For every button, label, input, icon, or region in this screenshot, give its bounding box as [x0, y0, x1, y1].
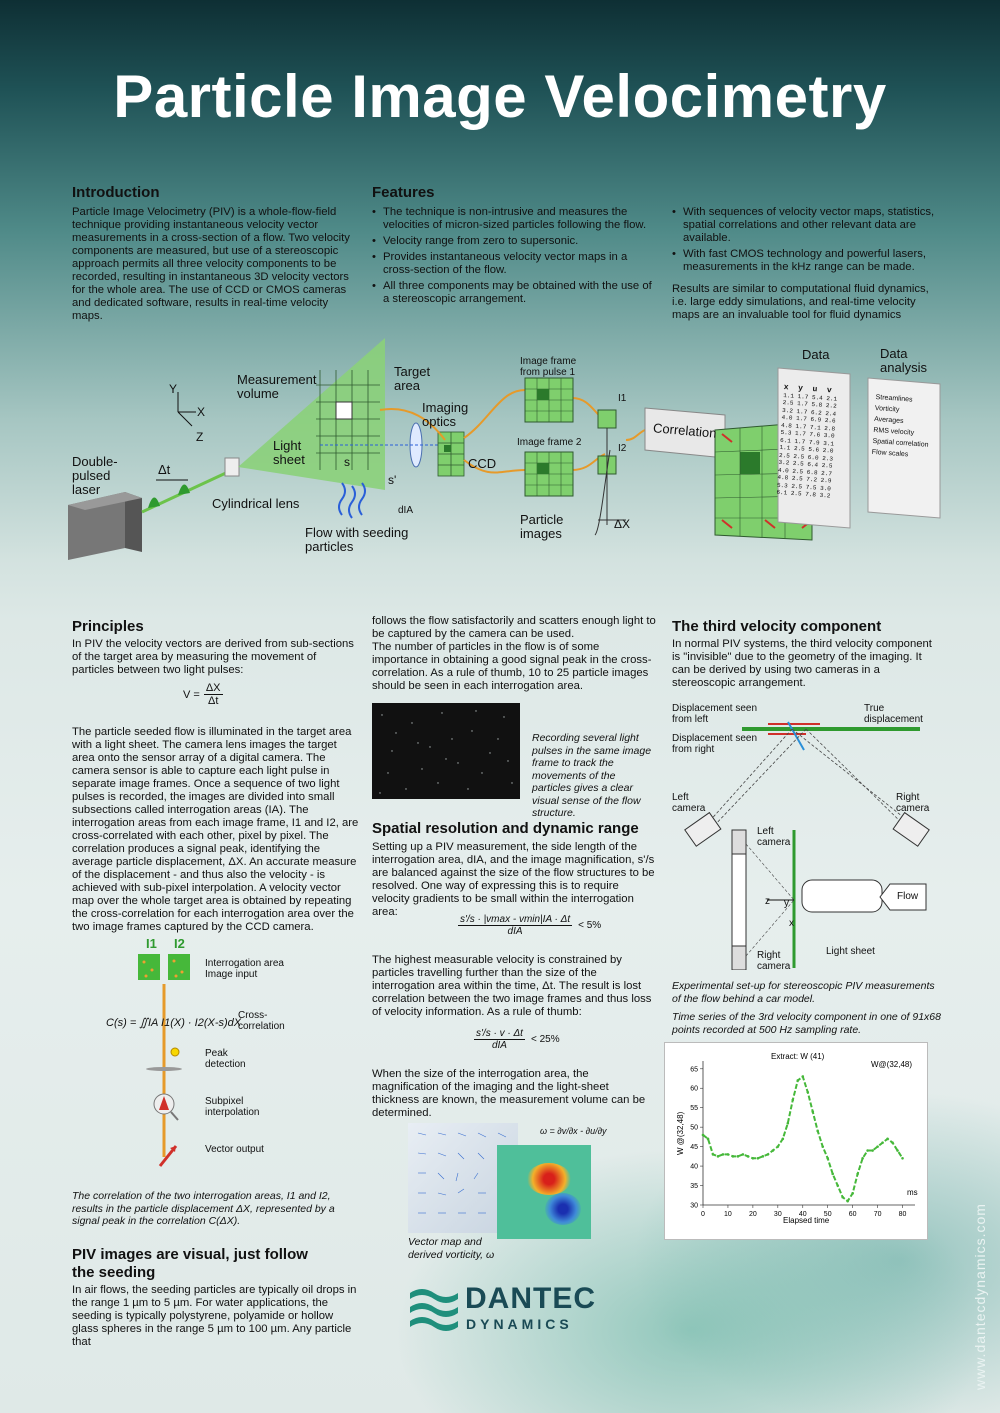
i1-label: I1 — [618, 393, 627, 404]
poster-title: Particle Image Velocimetry — [113, 63, 887, 130]
chart-ylabel: W @(32,48) — [676, 1111, 685, 1155]
image-frame-1 — [525, 378, 573, 422]
feature-item: • Velocity range from zero to supersonic. — [372, 235, 657, 248]
chart-point — [782, 1138, 785, 1141]
formula-den: Δt — [207, 695, 219, 707]
third-heading: The third velocity component — [672, 618, 882, 635]
chart-point — [901, 1157, 904, 1160]
chart-y-tick-label: 40 — [690, 1163, 698, 1171]
vorticity-formula: ω = ∂v/∂x - ∂u/∂y — [540, 1126, 607, 1136]
data-table-row: 6.1 2.5 7.8 3.2 — [776, 488, 831, 500]
chart-series-line — [703, 1077, 903, 1202]
i2-label: I2 — [618, 443, 627, 454]
chart-point — [806, 1091, 809, 1094]
chart-point — [752, 1157, 755, 1160]
frame1-label: Image frame from pulse 1 — [520, 356, 577, 378]
ccd-label: CCD — [468, 456, 497, 471]
chart-point — [742, 1153, 745, 1156]
formula2-rel: < 25% — [530, 1034, 560, 1045]
chart-point — [732, 1155, 735, 1158]
ia-cell-1 — [598, 410, 616, 428]
analysis-item: Streamlines — [875, 393, 913, 404]
chart-x-tick-label: 80 — [898, 1211, 907, 1218]
peak-marker — [171, 1048, 179, 1056]
measurement-volume-label: Measurement volume — [237, 372, 317, 401]
cross-correlation-formula: C(s) = ∬IA I1(X) · I2(X-s)dX — [106, 1017, 242, 1029]
right-camera-label: Right camera — [896, 792, 930, 814]
velocity-formula — [183, 682, 223, 707]
dantec-logo-mark — [408, 1283, 458, 1333]
chart-y-tick-label: 55 — [690, 1105, 698, 1113]
formula1-num: s'/s · |vmax - vmin|IA · Δt — [460, 914, 571, 925]
vector-output-label: Vector output — [205, 1144, 264, 1155]
chart-x-tick-label: 10 — [724, 1211, 732, 1218]
image-frame-2 — [525, 452, 573, 496]
measurement-volume-shape — [336, 402, 352, 419]
chart-point — [841, 1196, 844, 1199]
laser-label: Double-pulsed laser — [72, 454, 118, 497]
analysis-item: Vorticity — [874, 404, 900, 414]
chart-title: Extract: W (41) — [771, 1052, 825, 1061]
s-prime-label: s' — [388, 473, 397, 487]
pulse-1 — [148, 497, 160, 508]
chart-point — [861, 1157, 864, 1160]
feature-item: • With fast CMOS technology and powerful lasers, measurements in the kHz range can be made. — [672, 248, 937, 274]
flow-label: Flow with seeding particles — [305, 525, 409, 554]
disp-left-label: Displacement seen from left — [672, 703, 758, 725]
chart-point — [747, 1155, 750, 1158]
velocity-chart — [665, 1043, 927, 1239]
correlation-caption: The correlation of the two interrogation areas, I1 and I2, results in the particle displacement ΔX, represented by a signal peak in the correlation C(ΔX). — [72, 1190, 335, 1227]
chart-point — [767, 1153, 770, 1156]
seeding-text: In air flows, the seeding particles are typically oil drops in the range 1 µm to 5 µm. For water applications, the seeding is typically polystyrene, polyamide or hollow glass spheres in the range 5 µm to 100 µm. Any particle that — [72, 1284, 357, 1348]
ia-input-label: Interrogation area Image input — [205, 958, 284, 980]
formula1-den: dIA — [507, 926, 523, 937]
principles-intro: In PIV the velocity vectors are derived from sub-sections of the target area by measuring the movement of particles between two light pulses: — [72, 638, 354, 676]
plan-left-camera-label: Left camera — [757, 826, 791, 848]
corr-i1-label: I1 — [146, 936, 157, 951]
chart-x-tick-label: 30 — [773, 1211, 782, 1218]
data-table-row: 4.0 1.7 6.9 2.6 — [781, 413, 836, 425]
spatial-p3: When the size of the interrogation area, the magnification of the imaging and the light-sheet thickness are known, the measurement volume can be determined. — [372, 1068, 646, 1119]
chart-point — [757, 1157, 760, 1160]
vorticity-image — [497, 1145, 591, 1239]
dia-label: dIA — [398, 505, 414, 516]
chart-point — [826, 1157, 829, 1160]
chart-point — [821, 1145, 824, 1148]
third-caption-2: Time series of the 3rd velocity component in one of 91x68 points recorded at 500 Hz sampling rate. — [672, 1011, 941, 1036]
data-table-row: 4.8 1.7 7.1 2.8 — [780, 421, 836, 433]
cylindrical-lens-label: Cylindrical lens — [212, 496, 300, 511]
chart-point — [737, 1155, 740, 1158]
vorticity-caption: Vector map and derived vorticity, ω — [408, 1236, 495, 1261]
flow-arrows-icon — [339, 483, 365, 518]
plan-light-sheet-label: Light sheet — [826, 946, 875, 957]
feature-item: • With sequences of velocity vector maps, statistics, spatial correlations and other relevant data are available. — [672, 206, 937, 245]
chart-point — [876, 1145, 879, 1148]
dt-label: Δt — [158, 462, 171, 477]
intro-text: Particle Image Velocimetry (PIV) is a whole-flow-field technique providing instantaneous velocity vector measurements in a cross-section of a flow. Two velocity components are measured, but use of a stereoscopic approach permits all three velocity components to be recorded, resulting in instantaneous 3D velocity vectors for the whole area. The use of CCD or CMOS cameras and dedicated software, results in real-time velocity maps. — [72, 206, 350, 322]
flow-box-label: Flow — [897, 891, 919, 902]
chart-point — [727, 1153, 730, 1156]
chart-point — [801, 1075, 804, 1078]
true-disp-label: True displacement — [864, 703, 923, 725]
chart-y-tick-label: 60 — [690, 1085, 698, 1093]
axes-icon — [178, 392, 196, 426]
plan-z-label: z — [765, 896, 770, 907]
data-table-row: 2.5 2.5 6.0 2.3 — [778, 451, 834, 463]
particle-image — [372, 703, 520, 799]
data-table-row: 2.5 1.7 5.8 2.2 — [782, 398, 837, 410]
ia-image-1 — [138, 954, 160, 980]
feature-item: • All three components may be obtained with the use of a stereoscopic arrangement. — [372, 280, 657, 306]
cylindrical-lens-shape — [225, 458, 239, 476]
data-table-row: 3.2 2.5 6.4 2.5 — [778, 458, 833, 470]
car-model-icon — [802, 880, 882, 912]
plan-x-label: x — [789, 918, 794, 929]
chart-point — [702, 1134, 705, 1137]
chart-point — [777, 1145, 780, 1148]
feature-item: • Provides instantaneous velocity vector maps in a cross-section of the flow. — [372, 251, 657, 277]
axis-y-label: Y — [169, 382, 178, 396]
chart-point — [811, 1110, 814, 1113]
data-table-row: 5.3 2.5 7.5 3.0 — [776, 481, 832, 493]
chart-point — [707, 1138, 710, 1141]
imaging-optics-label: Imaging optics — [422, 400, 469, 429]
data-table — [776, 384, 838, 500]
chart-point — [717, 1155, 720, 1158]
chart-point — [896, 1149, 899, 1152]
particle-image-caption: Recording several light pulses in the same image frame to track the movements of the particles gives a clear visual sense of the flow structure. — [532, 732, 652, 819]
plan-y-label: y — [784, 898, 789, 909]
chart-x-tick-label: 40 — [798, 1211, 807, 1218]
gradient-formula — [458, 914, 601, 937]
chart-point — [881, 1141, 884, 1144]
data-table-row: 3.2 1.7 6.2 2.4 — [781, 406, 837, 418]
chart-point — [846, 1200, 849, 1203]
particle-images-label: Particle images — [520, 512, 564, 541]
spatial-p1: Setting up a PIV measurement, the side length of the interrogation area, dIA, and the image magnification, s'/s are balanced against the size of the flow structures to be resolved. One way of expressing this is to require velocity gradients to be small within the interrogation area: — [372, 841, 655, 918]
ccd-grid — [438, 432, 464, 476]
chart-axes — [703, 1061, 915, 1205]
chart-xunit: ms — [907, 1188, 918, 1197]
light-sheet-label: Light sheet — [273, 438, 305, 467]
velocity-chart-frame — [664, 1042, 928, 1240]
principles-heading: Principles — [72, 618, 144, 635]
chart-point — [712, 1153, 715, 1156]
formula-lhs: V = — [183, 688, 200, 701]
chart-y-tick-label: 45 — [690, 1144, 698, 1152]
correlation-flow-diagram — [130, 952, 200, 1177]
peak-detection-label: Peak detection — [205, 1048, 246, 1070]
analysis-list — [871, 392, 931, 462]
website-url: www.dantecdynamics.com — [972, 1203, 988, 1390]
chart-point — [856, 1173, 859, 1176]
chart-xlabel: Elapsed time — [783, 1216, 830, 1225]
axis-z-label: Z — [196, 430, 204, 444]
chart-x-tick-label: 70 — [873, 1211, 882, 1218]
logo-line1: DANTEC — [465, 1282, 596, 1315]
chart-point — [886, 1138, 889, 1141]
formula2-num: s'/s · v · Δt — [476, 1028, 523, 1039]
analysis-item: RMS velocity — [873, 426, 915, 437]
data-table-header: x y u v — [783, 383, 833, 396]
chart-point — [722, 1153, 725, 1156]
third-caption-1: Experimental set-up for stereoscopic PIV measurements of the flow behind a car model. — [672, 980, 935, 1005]
chart-point — [866, 1149, 869, 1152]
chart-y-tick-label: 30 — [690, 1202, 698, 1210]
plan-left-camera — [732, 830, 746, 854]
data-analysis-label: Data analysis — [880, 346, 927, 375]
data-table-row: 6.1 1.7 7.9 3.1 — [779, 436, 835, 448]
spatial-p2: The highest measurable velocity is constrained by particles travelling further than the size of the interrogation area within the time, Δt. The result is lost correlation between the two image frames and thus loss of velocity information. As a rule of thumb: — [372, 954, 652, 1018]
plan-right-camera-label: Right camera — [757, 950, 791, 972]
disp-right-label: Displacement seen from right — [672, 733, 758, 755]
chart-point — [851, 1192, 854, 1195]
chart-x-tick-label: 20 — [748, 1211, 757, 1218]
right-camera-icon — [893, 813, 929, 847]
chart-ticks — [690, 1066, 906, 1218]
left-camera-icon — [685, 813, 721, 847]
chart-point — [772, 1149, 775, 1152]
s-label: s — [344, 455, 350, 469]
chart-point — [791, 1099, 794, 1102]
chart-point — [836, 1184, 839, 1187]
features-heading: Features — [372, 184, 435, 201]
plan-right-camera — [732, 946, 746, 970]
chart-y-tick-label: 50 — [690, 1124, 698, 1132]
analysis-item: Flow scales — [871, 448, 909, 459]
chart-y-tick-label: 35 — [690, 1183, 698, 1191]
chart-point — [816, 1130, 819, 1133]
data-table-row: 4.0 2.5 6.8 2.7 — [777, 466, 833, 478]
left-camera-label: Left camera — [672, 792, 706, 814]
displacement-formula — [474, 1028, 560, 1051]
chart-legend: W@(32,48) — [871, 1060, 913, 1069]
light-sheet-shape — [238, 338, 385, 490]
features-list-left — [372, 206, 657, 309]
data-table-row: 4.8 2.5 7.2 2.9 — [777, 473, 832, 485]
chart-x-tick-label: 50 — [823, 1211, 832, 1218]
subpixel-label: Subpixel interpolation — [205, 1096, 260, 1118]
pulse-2 — [178, 484, 190, 495]
particle-number-text: The number of particles in the flow is of some importance in obtaining a good signal peak in the cross-correlation. As a rule of thumb, 10 to 25 particle images should be seen in each interrogation area. — [372, 641, 652, 692]
chart-x-tick-label: 0 — [701, 1211, 705, 1218]
third-text: In normal PIV systems, the third velocity component is "invisible" due to the geometry of the imaging. It can be derived by using two cameras in a stereoscopic arrangement. — [672, 638, 932, 689]
features-list-right — [672, 206, 937, 277]
cross-correlation-label: Cross-correlation — [238, 1010, 285, 1032]
chart-point — [831, 1173, 834, 1176]
chart-point — [871, 1149, 874, 1152]
spatial-heading: Spatial resolution and dynamic range — [372, 820, 639, 837]
intro-heading: Introduction — [72, 184, 160, 201]
target-area-label: Target area — [394, 364, 431, 393]
chart-x-tick-label: 60 — [848, 1211, 857, 1218]
axis-x-label: X — [197, 405, 206, 419]
dx-label: ΔX — [614, 517, 631, 531]
frame2-label: Image frame 2 — [517, 437, 582, 448]
features-results: Results are similar to computational fluid dynamics, i.e. large eddy simulations, and real-time velocity maps are an invaluable tool for fluid dynamics — [672, 283, 929, 321]
formula1-rel: < 5% — [578, 920, 602, 931]
data-table-row: 1.1 1.7 5.4 2.1 — [782, 391, 838, 403]
correlation-label: Correlation — [652, 420, 718, 441]
principles-body: The particle seeded flow is illuminated in the target area with a light sheet. The camera lens images the target area onto the sensor array of a digital camera. The camera sensor is able to capture each light pulse in separate image frames. Once a sequence of two light pulses is recorded, the images are divided into small subsections called interrogation areas (IA). The interrogation areas from each image frame, I1 and I2, are cross-correlated with each other, pixel by pixel. The correlation produces a signal peak, identifying the average particle displacement, ΔX. An accurate measure of the displacement - and thus also the velocity - is achieved with sub-pixel interpolation. A velocity vector map over the whole target area is obtained by repeating the cross-correlation for each interrogation area over the two image frames captured by the CCD camera. — [72, 726, 359, 933]
seeding-continued: follows the flow satisfactorily and scatters enough light to be captured by the camera can be used. — [372, 615, 656, 640]
analysis-item: Spatial correlation — [872, 437, 929, 449]
data-label: Data — [802, 347, 830, 362]
corr-i2-label: I2 — [174, 936, 185, 951]
data-table-row: 5.3 1.7 7.6 3.0 — [780, 428, 835, 440]
chart-y-tick-label: 65 — [690, 1066, 698, 1074]
analysis-item: Averages — [873, 415, 904, 425]
chart-points — [702, 1075, 904, 1202]
chart-point — [787, 1122, 790, 1125]
chart-point — [796, 1079, 799, 1082]
feature-item: • The technique is non-intrusive and measures the velocities of micron-sized particles following the flow. — [372, 206, 657, 232]
data-table-row: 1.1 2.5 5.6 2.0 — [779, 443, 834, 455]
formula2-den: dIA — [491, 1040, 507, 1051]
seeding-heading: PIV images are visual, just follow the seeding — [72, 1246, 308, 1281]
chart-point — [762, 1155, 765, 1158]
logo-line2: DYNAMICS — [466, 1316, 573, 1332]
chart-point — [891, 1141, 894, 1144]
formula-num: ΔX — [205, 682, 221, 694]
ia-image-2 — [168, 954, 190, 980]
